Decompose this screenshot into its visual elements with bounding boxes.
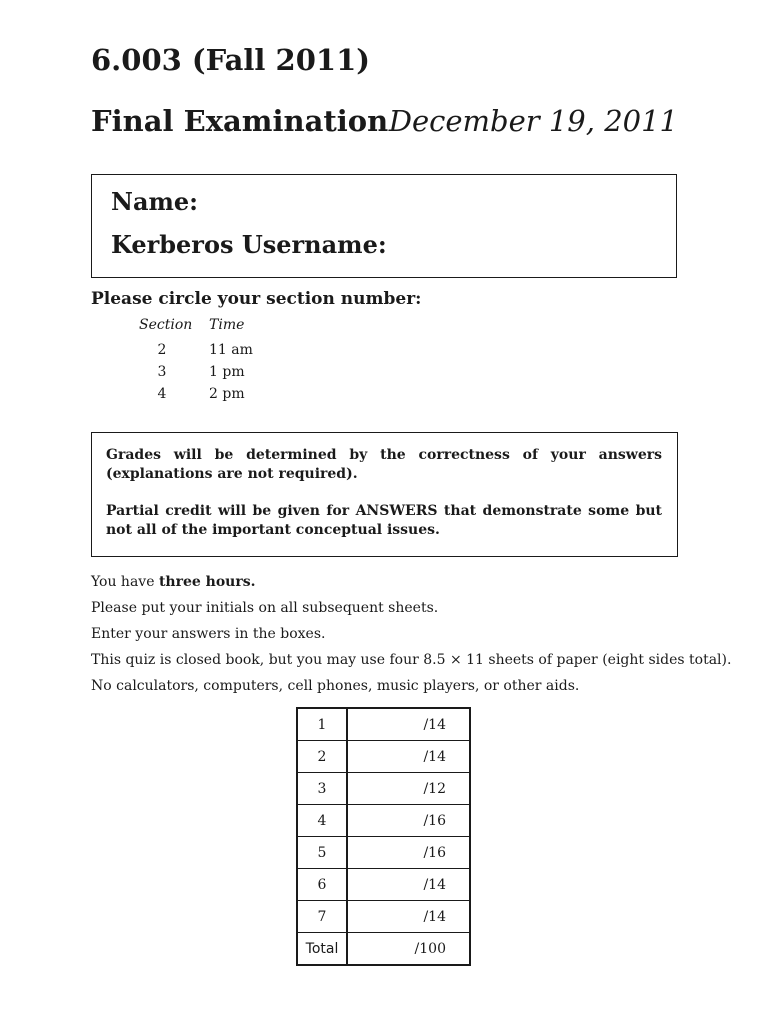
problem-number: 4 xyxy=(297,805,347,837)
problem-points-box[interactable]: /16 xyxy=(347,805,470,837)
problem-points-box[interactable]: /14 xyxy=(347,741,470,773)
score-row xyxy=(297,901,470,933)
instruction-no-aids: No calculators, computers, cell phones, music players, or other aids. xyxy=(91,678,580,694)
exam-title: Final Examination xyxy=(91,104,389,138)
problem-points-box[interactable]: /12 xyxy=(347,773,470,805)
total-label: Total xyxy=(297,933,347,966)
score-row xyxy=(297,708,470,741)
problem-points-box[interactable]: /14 xyxy=(347,869,470,901)
instruction-closed-book: This quiz is closed book, but you may use four 8.5 × 11 sheets of paper (eight sides total). xyxy=(91,652,732,668)
grading-notice-correctness: Grades will be determined by the correctness of your answers (explanations are not required). xyxy=(106,447,662,482)
problem-number: 5 xyxy=(297,837,347,869)
section-number: 3 xyxy=(157,364,167,380)
section-time: 11 am xyxy=(209,342,253,358)
instructions xyxy=(91,569,731,699)
section-column-header: Section xyxy=(139,317,193,333)
total-points-box[interactable]: /100 xyxy=(347,933,470,966)
instruction-time-prefix: You have xyxy=(91,574,155,590)
identification-box xyxy=(91,174,677,278)
section-number: 4 xyxy=(157,386,167,402)
section-time: 2 pm xyxy=(209,386,245,402)
problem-points-box[interactable]: /16 xyxy=(347,837,470,869)
problem-points-box[interactable]: /14 xyxy=(347,708,470,741)
score-row xyxy=(297,869,470,901)
score-table xyxy=(296,707,471,966)
problem-number: 7 xyxy=(297,901,347,933)
section-number: 2 xyxy=(157,342,167,358)
time-column-header: Time xyxy=(209,317,245,333)
kerberos-username-label: Kerberos Username: xyxy=(111,230,387,259)
instruction-time-value: three hours. xyxy=(158,574,256,590)
score-row xyxy=(297,837,470,869)
instruction-initials: Please put your initials on all subsequent sheets. xyxy=(91,600,439,616)
section-time: 1 pm xyxy=(209,364,245,380)
grading-notice-box xyxy=(91,432,678,557)
section-prompt: Please circle your section number: xyxy=(91,289,422,309)
exam-date: December 19, 2011 xyxy=(388,104,678,138)
problem-points-box[interactable]: /14 xyxy=(347,901,470,933)
instruction-time xyxy=(91,569,731,595)
course-title: 6.003 (Fall 2011) xyxy=(91,43,370,77)
name-label: Name: xyxy=(111,187,199,216)
problem-number: 6 xyxy=(297,869,347,901)
score-row xyxy=(297,773,470,805)
problem-number: 2 xyxy=(297,741,347,773)
problem-number: 3 xyxy=(297,773,347,805)
score-row xyxy=(297,741,470,773)
problem-number: 1 xyxy=(297,708,347,741)
score-row xyxy=(297,805,470,837)
instruction-answers: Enter your answers in the boxes. xyxy=(91,626,326,642)
grading-notice-partial-credit: Partial credit will be given for ANSWERS that demonstrate some but not all of the important conceptual issues. xyxy=(106,503,662,538)
score-total-row xyxy=(297,933,470,966)
